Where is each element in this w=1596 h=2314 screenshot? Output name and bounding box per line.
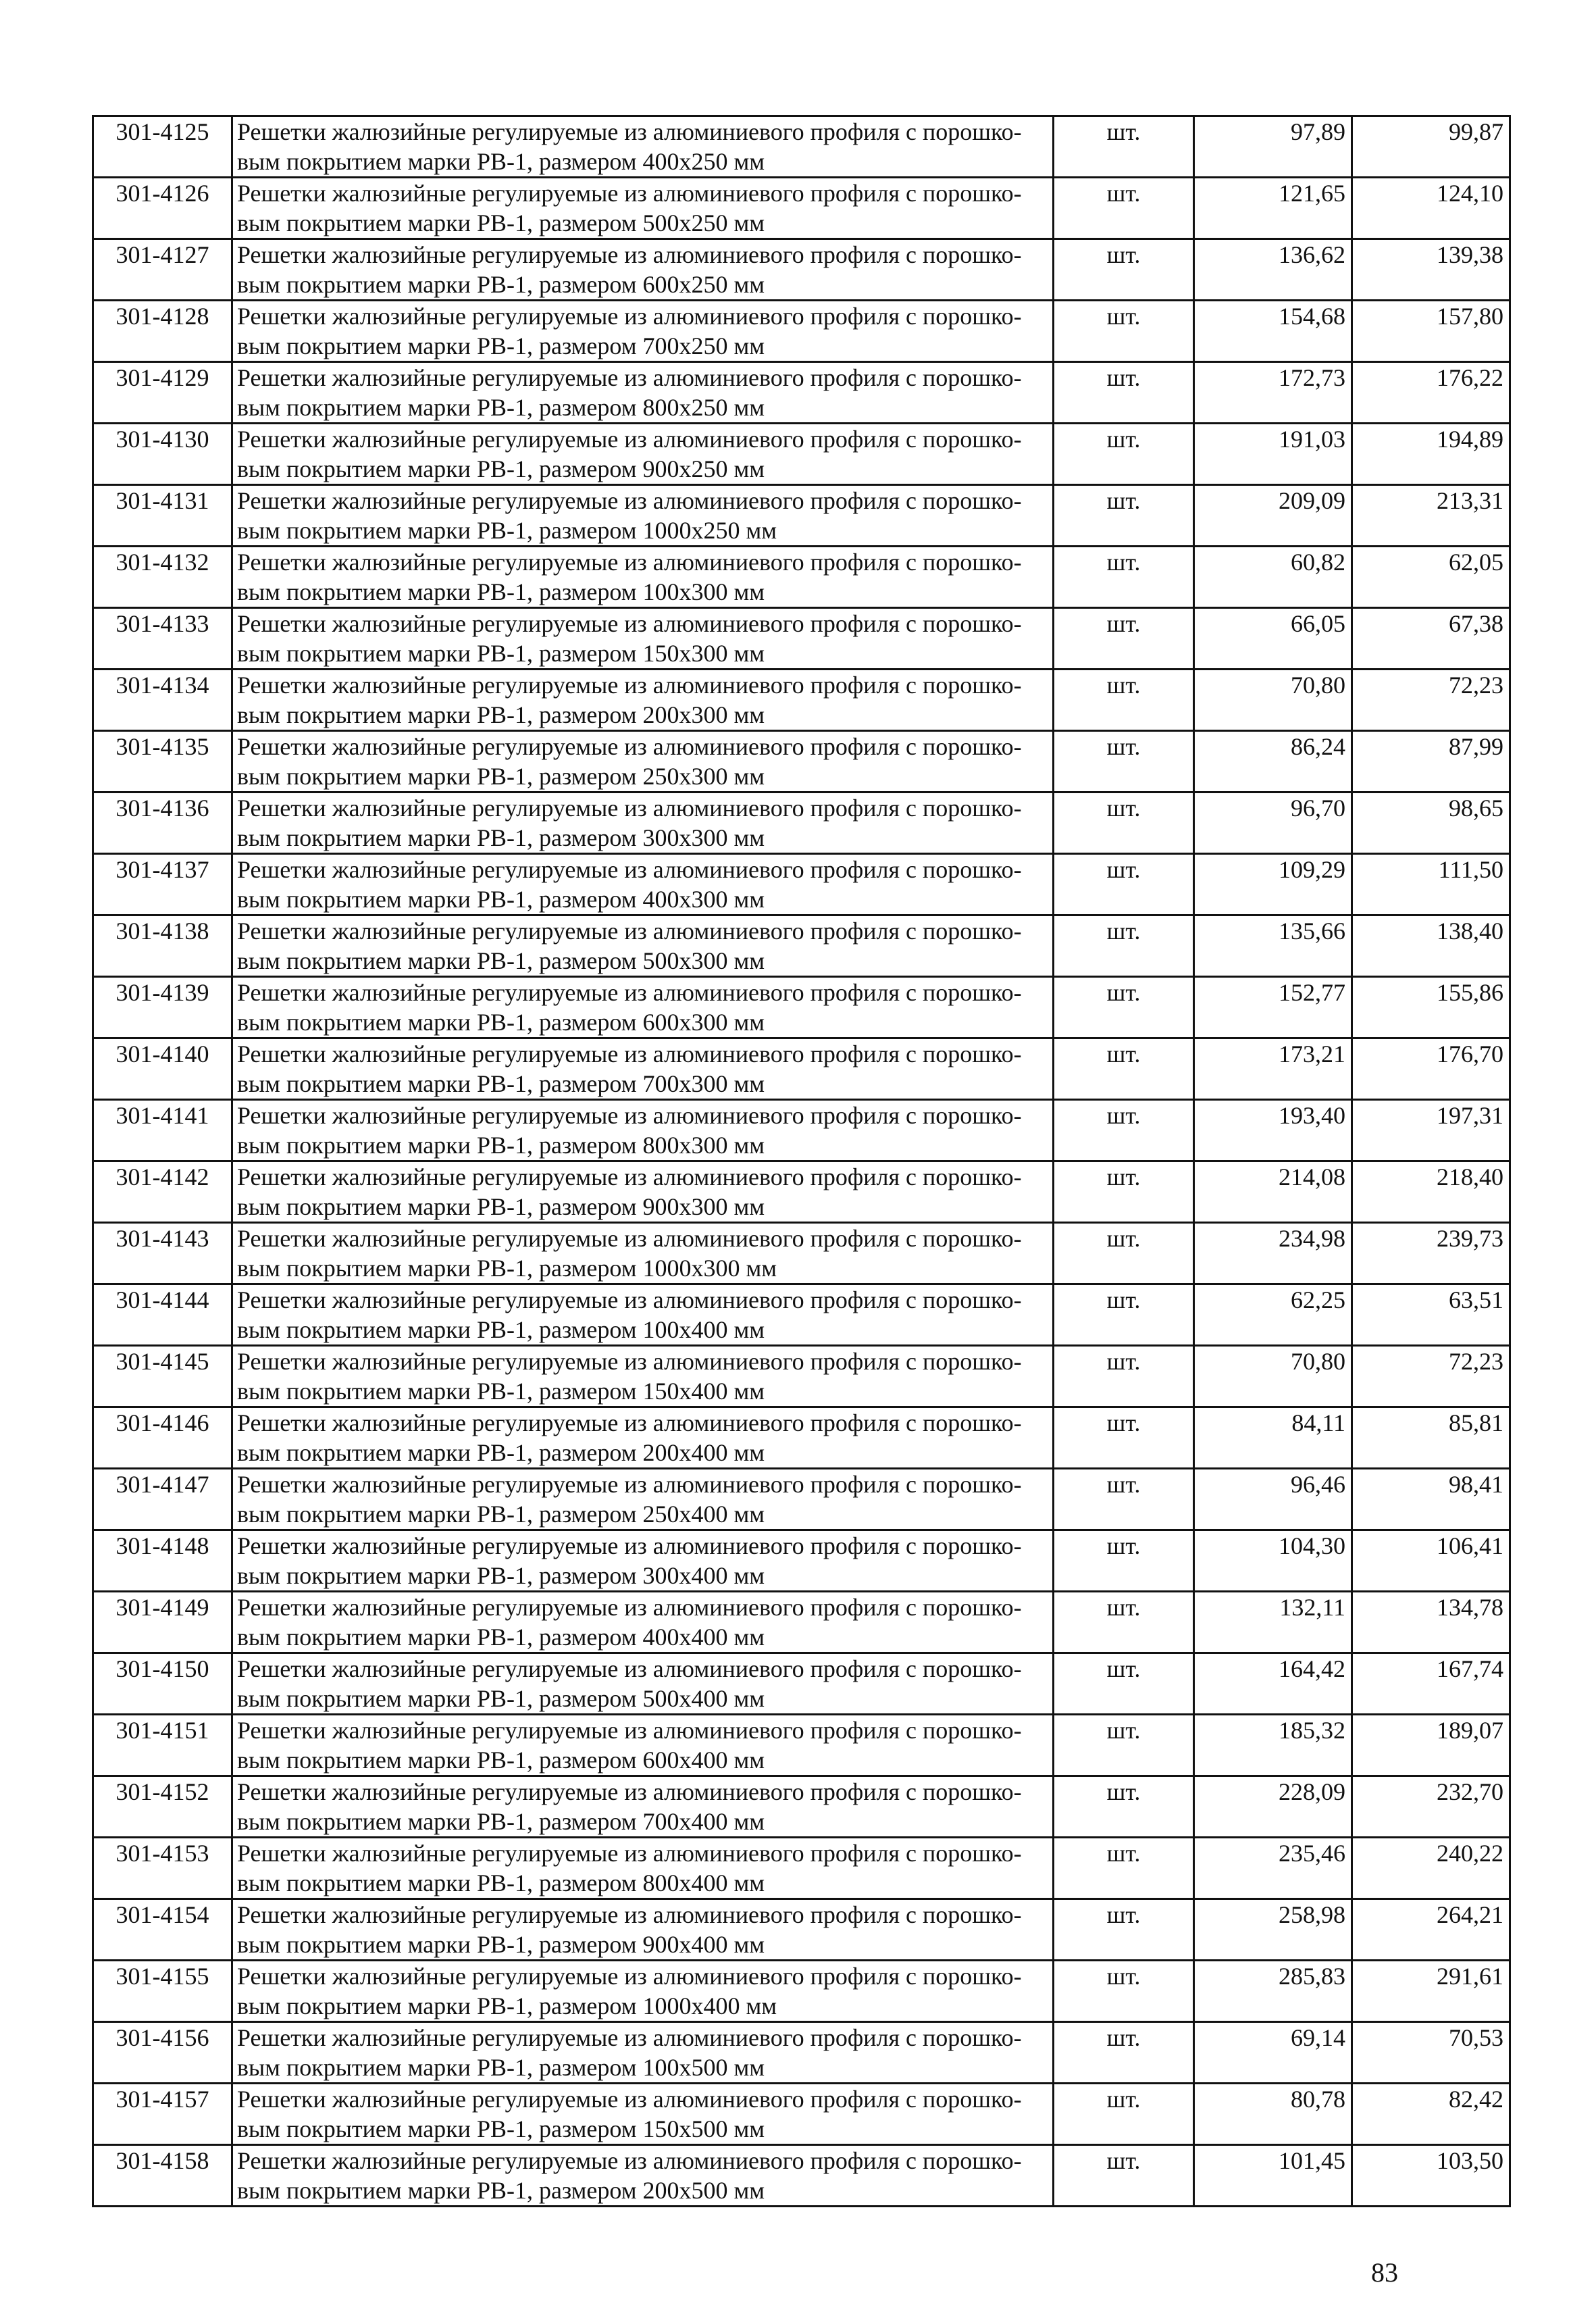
item-unit: шт. bbox=[1054, 1715, 1194, 1776]
description-line-2: вым покрытием марки РВ-1, размером 800x250 мм bbox=[237, 394, 765, 421]
price-2: 70,53 bbox=[1352, 2022, 1510, 2084]
description-line-2: вым покрытием марки РВ-1, размером 1000x300 мм bbox=[237, 1255, 777, 1282]
description-line-1: Решетки жалюзийные регулируемые из алюминиевого профиля с порошко- bbox=[237, 1471, 1022, 1498]
description-line-1: Решетки жалюзийные регулируемые из алюминиевого профиля с порошко- bbox=[237, 1655, 1022, 1682]
table-row bbox=[93, 1838, 1510, 1899]
price-1: 69,14 bbox=[1194, 2022, 1352, 2084]
page-number: 83 bbox=[1371, 2257, 1398, 2288]
price-1: 121,65 bbox=[1194, 178, 1352, 239]
item-unit: шт. bbox=[1054, 2084, 1194, 2145]
description-line-1: Решетки жалюзийные регулируемые из алюминиевого профиля с порошко- bbox=[237, 733, 1022, 760]
price-1: 258,98 bbox=[1194, 1899, 1352, 1961]
description-line-1: Решетки жалюзийные регулируемые из алюминиевого профиля с порошко- bbox=[237, 1594, 1022, 1621]
item-unit: шт. bbox=[1054, 854, 1194, 915]
price-2: 240,22 bbox=[1352, 1838, 1510, 1899]
description-line-2: вым покрытием марки РВ-1, размером 500x300 мм bbox=[237, 947, 765, 974]
table-row bbox=[93, 301, 1510, 362]
item-description bbox=[232, 1407, 1054, 1469]
table-row bbox=[93, 1899, 1510, 1961]
item-unit: шт. bbox=[1054, 793, 1194, 854]
price-1: 285,83 bbox=[1194, 1961, 1352, 2022]
table-row bbox=[93, 2084, 1510, 2145]
item-code: 301-4149 bbox=[93, 1592, 232, 1653]
price-2: 167,74 bbox=[1352, 1653, 1510, 1715]
description-line-2: вым покрытием марки РВ-1, размером 100x400 мм bbox=[237, 1316, 765, 1343]
item-unit: шт. bbox=[1054, 1346, 1194, 1407]
item-unit: шт. bbox=[1054, 1161, 1194, 1223]
description-line-2: вым покрытием марки РВ-1, размером 150x300 мм bbox=[237, 640, 765, 667]
description-line-2: вым покрытием марки РВ-1, размером 600x300 мм bbox=[237, 1009, 765, 1036]
table-row bbox=[93, 1715, 1510, 1776]
item-code: 301-4135 bbox=[93, 731, 232, 793]
description-line-2: вым покрытием марки РВ-1, размером 900x300 мм bbox=[237, 1193, 765, 1220]
price-2: 106,41 bbox=[1352, 1530, 1510, 1592]
table-row bbox=[93, 485, 1510, 547]
price-1: 70,80 bbox=[1194, 1346, 1352, 1407]
description-line-2: вым покрытием марки РВ-1, размером 700x250 мм bbox=[237, 332, 765, 359]
item-code: 301-4158 bbox=[93, 2145, 232, 2207]
description-line-1: Решетки жалюзийные регулируемые из алюминиевого профиля с порошко- bbox=[237, 1040, 1022, 1067]
description-line-1: Решетки жалюзийные регулируемые из алюминиевого профиля с порошко- bbox=[237, 1225, 1022, 1252]
item-description bbox=[232, 1469, 1054, 1530]
description-line-1: Решетки жалюзийные регулируемые из алюминиевого профиля с порошко- bbox=[237, 2086, 1022, 2113]
description-line-1: Решетки жалюзийные регулируемые из алюминиевого профиля с порошко- bbox=[237, 1717, 1022, 1744]
item-unit: шт. bbox=[1054, 1776, 1194, 1838]
price-1: 164,42 bbox=[1194, 1653, 1352, 1715]
price-2: 176,22 bbox=[1352, 362, 1510, 424]
table-row bbox=[93, 178, 1510, 239]
description-line-1: Решетки жалюзийные регулируемые из алюминиевого профиля с порошко- bbox=[237, 487, 1022, 514]
item-description bbox=[232, 1161, 1054, 1223]
table-row bbox=[93, 1100, 1510, 1161]
description-line-1: Решетки жалюзийные регулируемые из алюминиевого профиля с порошко- bbox=[237, 1532, 1022, 1559]
item-description bbox=[232, 2084, 1054, 2145]
description-line-1: Решетки жалюзийные регулируемые из алюминиевого профиля с порошко- bbox=[237, 672, 1022, 699]
item-unit: шт. bbox=[1054, 239, 1194, 301]
item-description bbox=[232, 1346, 1054, 1407]
description-line-1: Решетки жалюзийные регулируемые из алюминиевого профиля с порошко- bbox=[237, 979, 1022, 1006]
price-2: 213,31 bbox=[1352, 485, 1510, 547]
price-2: 134,78 bbox=[1352, 1592, 1510, 1653]
price-1: 66,05 bbox=[1194, 608, 1352, 670]
price-table bbox=[92, 115, 1511, 2207]
description-line-1: Решетки жалюзийные регулируемые из алюминиевого профиля с порошко- bbox=[237, 1163, 1022, 1190]
item-unit: шт. bbox=[1054, 1838, 1194, 1899]
table-row bbox=[93, 424, 1510, 485]
item-description bbox=[232, 1038, 1054, 1100]
price-1: 104,30 bbox=[1194, 1530, 1352, 1592]
price-2: 264,21 bbox=[1352, 1899, 1510, 1961]
price-2: 98,41 bbox=[1352, 1469, 1510, 1530]
item-unit: шт. bbox=[1054, 915, 1194, 977]
description-line-2: вым покрытием марки РВ-1, размером 200x300 мм bbox=[237, 701, 765, 728]
description-line-1: Решетки жалюзийные регулируемые из алюминиевого профиля с порошко- bbox=[237, 1102, 1022, 1129]
table-row bbox=[93, 362, 1510, 424]
item-description bbox=[232, 362, 1054, 424]
price-2: 239,73 bbox=[1352, 1223, 1510, 1284]
table-row bbox=[93, 547, 1510, 608]
description-line-2: вым покрытием марки РВ-1, размером 400x300 мм bbox=[237, 886, 765, 913]
item-code: 301-4125 bbox=[93, 116, 232, 178]
item-description bbox=[232, 178, 1054, 239]
item-code: 301-4157 bbox=[93, 2084, 232, 2145]
description-line-1: Решетки жалюзийные регулируемые из алюминиевого профиля с порошко- bbox=[237, 1901, 1022, 1928]
description-line-2: вым покрытием марки РВ-1, размером 300x300 мм bbox=[237, 824, 765, 851]
price-1: 80,78 bbox=[1194, 2084, 1352, 2145]
price-1: 234,98 bbox=[1194, 1223, 1352, 1284]
item-unit: шт. bbox=[1054, 1530, 1194, 1592]
price-1: 228,09 bbox=[1194, 1776, 1352, 1838]
price-1: 62,25 bbox=[1194, 1284, 1352, 1346]
description-line-1: Решетки жалюзийные регулируемые из алюминиевого профиля с порошко- bbox=[237, 241, 1022, 268]
item-unit: шт. bbox=[1054, 1961, 1194, 2022]
description-line-2: вым покрытием марки РВ-1, размером 150x400 мм bbox=[237, 1378, 765, 1405]
price-2: 157,80 bbox=[1352, 301, 1510, 362]
description-line-2: вым покрытием марки РВ-1, размером 100x300 мм bbox=[237, 578, 765, 605]
description-line-1: Решетки жалюзийные регулируемые из алюминиевого профиля с порошко- bbox=[237, 795, 1022, 822]
price-1: 214,08 bbox=[1194, 1161, 1352, 1223]
table-body bbox=[93, 116, 1510, 2207]
item-code: 301-4137 bbox=[93, 854, 232, 915]
description-line-2: вым покрытием марки РВ-1, размером 150x500 мм bbox=[237, 2115, 765, 2142]
table-row bbox=[93, 915, 1510, 977]
price-1: 193,40 bbox=[1194, 1100, 1352, 1161]
item-unit: шт. bbox=[1054, 1223, 1194, 1284]
description-line-1: Решетки жалюзийные регулируемые из алюминиевого профиля с порошко- bbox=[237, 303, 1022, 330]
description-line-1: Решетки жалюзийные регулируемые из алюминиевого профиля с порошко- bbox=[237, 2024, 1022, 2051]
item-description bbox=[232, 424, 1054, 485]
price-1: 86,24 bbox=[1194, 731, 1352, 793]
item-code: 301-4143 bbox=[93, 1223, 232, 1284]
price-2: 124,10 bbox=[1352, 178, 1510, 239]
price-1: 173,21 bbox=[1194, 1038, 1352, 1100]
item-description bbox=[232, 1838, 1054, 1899]
item-description bbox=[232, 915, 1054, 977]
item-description bbox=[232, 547, 1054, 608]
item-code: 301-4133 bbox=[93, 608, 232, 670]
table-row bbox=[93, 1161, 1510, 1223]
item-unit: шт. bbox=[1054, 424, 1194, 485]
table-row bbox=[93, 731, 1510, 793]
item-code: 301-4130 bbox=[93, 424, 232, 485]
description-line-1: Решетки жалюзийные регулируемые из алюминиевого профиля с порошко- bbox=[237, 1778, 1022, 1805]
price-2: 62,05 bbox=[1352, 547, 1510, 608]
table-row bbox=[93, 1284, 1510, 1346]
price-2: 138,40 bbox=[1352, 915, 1510, 977]
description-line-1: Решетки жалюзийные регулируемые из алюминиевого профиля с порошко- bbox=[237, 856, 1022, 883]
description-line-2: вым покрытием марки РВ-1, размером 700x400 мм bbox=[237, 1808, 765, 1835]
description-line-1: Решетки жалюзийные регулируемые из алюминиевого профиля с порошко- bbox=[237, 426, 1022, 453]
table-row bbox=[93, 116, 1510, 178]
price-1: 209,09 bbox=[1194, 485, 1352, 547]
price-1: 136,62 bbox=[1194, 239, 1352, 301]
item-code: 301-4142 bbox=[93, 1161, 232, 1223]
table-row bbox=[93, 1038, 1510, 1100]
description-line-1: Решетки жалюзийные регулируемые из алюминиевого профиля с порошко- bbox=[237, 1840, 1022, 1867]
table-row bbox=[93, 2145, 1510, 2207]
item-unit: шт. bbox=[1054, 178, 1194, 239]
description-line-2: вым покрытием марки РВ-1, размером 400x250 мм bbox=[237, 148, 765, 175]
table-row bbox=[93, 1592, 1510, 1653]
table-row bbox=[93, 1776, 1510, 1838]
item-unit: шт. bbox=[1054, 1899, 1194, 1961]
description-line-2: вым покрытием марки РВ-1, размером 600x250 мм bbox=[237, 271, 765, 298]
description-line-1: Решетки жалюзийные регулируемые из алюминиевого профиля с порошко- bbox=[237, 549, 1022, 576]
price-1: 84,11 bbox=[1194, 1407, 1352, 1469]
item-code: 301-4136 bbox=[93, 793, 232, 854]
item-unit: шт. bbox=[1054, 116, 1194, 178]
item-description bbox=[232, 1530, 1054, 1592]
item-code: 301-4127 bbox=[93, 239, 232, 301]
description-line-2: вым покрытием марки РВ-1, размером 1000x250 мм bbox=[237, 517, 777, 544]
item-unit: шт. bbox=[1054, 1407, 1194, 1469]
description-line-2: вым покрытием марки РВ-1, размером 200x400 мм bbox=[237, 1439, 765, 1466]
description-line-2: вым покрытием марки РВ-1, размером 1000x400 мм bbox=[237, 1992, 777, 2019]
description-line-2: вым покрытием марки РВ-1, размером 900x250 мм bbox=[237, 455, 765, 482]
price-2: 189,07 bbox=[1352, 1715, 1510, 1776]
description-line-2: вым покрытием марки РВ-1, размером 250x300 мм bbox=[237, 763, 765, 790]
description-line-2: вым покрытием марки РВ-1, размером 500x250 мм bbox=[237, 209, 765, 236]
item-code: 301-4129 bbox=[93, 362, 232, 424]
item-description bbox=[232, 670, 1054, 731]
item-unit: шт. bbox=[1054, 1592, 1194, 1653]
item-unit: шт. bbox=[1054, 1284, 1194, 1346]
item-code: 301-4146 bbox=[93, 1407, 232, 1469]
price-1: 96,70 bbox=[1194, 793, 1352, 854]
table-row bbox=[93, 793, 1510, 854]
description-line-1: Решетки жалюзийные регулируемые из алюминиевого профиля с порошко- bbox=[237, 180, 1022, 207]
description-line-2: вым покрытием марки РВ-1, размером 100x500 мм bbox=[237, 2054, 765, 2081]
item-unit: шт. bbox=[1054, 670, 1194, 731]
item-description bbox=[232, 2022, 1054, 2084]
price-2: 99,87 bbox=[1352, 116, 1510, 178]
price-1: 172,73 bbox=[1194, 362, 1352, 424]
item-description bbox=[232, 1899, 1054, 1961]
item-description bbox=[232, 1961, 1054, 2022]
item-unit: шт. bbox=[1054, 547, 1194, 608]
price-2: 63,51 bbox=[1352, 1284, 1510, 1346]
item-description bbox=[232, 485, 1054, 547]
item-description bbox=[232, 116, 1054, 178]
description-line-1: Решетки жалюзийные регулируемые из алюминиевого профиля с порошко- bbox=[237, 610, 1022, 637]
price-2: 98,65 bbox=[1352, 793, 1510, 854]
item-code: 301-4140 bbox=[93, 1038, 232, 1100]
table-row bbox=[93, 854, 1510, 915]
price-2: 67,38 bbox=[1352, 608, 1510, 670]
table-row bbox=[93, 1469, 1510, 1530]
table-row bbox=[93, 608, 1510, 670]
description-line-1: Решетки жалюзийные регулируемые из алюминиевого профиля с порошко- bbox=[237, 1348, 1022, 1375]
price-1: 70,80 bbox=[1194, 670, 1352, 731]
item-code: 301-4150 bbox=[93, 1653, 232, 1715]
price-1: 132,11 bbox=[1194, 1592, 1352, 1653]
item-code: 301-4128 bbox=[93, 301, 232, 362]
table-row bbox=[93, 239, 1510, 301]
item-code: 301-4144 bbox=[93, 1284, 232, 1346]
price-1: 235,46 bbox=[1194, 1838, 1352, 1899]
item-description bbox=[232, 1776, 1054, 1838]
item-code: 301-4147 bbox=[93, 1469, 232, 1530]
item-unit: шт. bbox=[1054, 731, 1194, 793]
item-code: 301-4139 bbox=[93, 977, 232, 1038]
item-code: 301-4154 bbox=[93, 1899, 232, 1961]
item-unit: шт. bbox=[1054, 1653, 1194, 1715]
item-code: 301-4132 bbox=[93, 547, 232, 608]
item-description bbox=[232, 239, 1054, 301]
item-unit: шт. bbox=[1054, 1100, 1194, 1161]
price-2: 291,61 bbox=[1352, 1961, 1510, 2022]
item-code: 301-4151 bbox=[93, 1715, 232, 1776]
item-unit: шт. bbox=[1054, 977, 1194, 1038]
description-line-2: вым покрытием марки РВ-1, размером 200x500 мм bbox=[237, 2177, 765, 2204]
price-1: 191,03 bbox=[1194, 424, 1352, 485]
item-code: 301-4152 bbox=[93, 1776, 232, 1838]
item-unit: шт. bbox=[1054, 362, 1194, 424]
description-line-1: Решетки жалюзийные регулируемые из алюминиевого профиля с порошко- bbox=[237, 917, 1022, 945]
table-row bbox=[93, 977, 1510, 1038]
item-code: 301-4138 bbox=[93, 915, 232, 977]
item-code: 301-4153 bbox=[93, 1838, 232, 1899]
price-1: 97,89 bbox=[1194, 116, 1352, 178]
price-2: 176,70 bbox=[1352, 1038, 1510, 1100]
price-2: 232,70 bbox=[1352, 1776, 1510, 1838]
item-code: 301-4148 bbox=[93, 1530, 232, 1592]
description-line-2: вым покрытием марки РВ-1, размером 500x400 мм bbox=[237, 1685, 765, 1712]
price-1: 60,82 bbox=[1194, 547, 1352, 608]
table-row bbox=[93, 1407, 1510, 1469]
item-code: 301-4141 bbox=[93, 1100, 232, 1161]
price-2: 155,86 bbox=[1352, 977, 1510, 1038]
description-line-2: вым покрытием марки РВ-1, размером 800x400 мм bbox=[237, 1869, 765, 1896]
item-code: 301-4145 bbox=[93, 1346, 232, 1407]
price-1: 152,77 bbox=[1194, 977, 1352, 1038]
item-unit: шт. bbox=[1054, 2022, 1194, 2084]
table-row bbox=[93, 1961, 1510, 2022]
description-line-1: Решетки жалюзийные регулируемые из алюминиевого профиля с порошко- bbox=[237, 1409, 1022, 1436]
item-description bbox=[232, 793, 1054, 854]
item-code: 301-4155 bbox=[93, 1961, 232, 2022]
item-description bbox=[232, 2145, 1054, 2207]
item-code: 301-4156 bbox=[93, 2022, 232, 2084]
price-2: 72,23 bbox=[1352, 670, 1510, 731]
item-unit: шт. bbox=[1054, 1038, 1194, 1100]
price-2: 194,89 bbox=[1352, 424, 1510, 485]
item-description bbox=[232, 1592, 1054, 1653]
price-2: 197,31 bbox=[1352, 1100, 1510, 1161]
price-2: 111,50 bbox=[1352, 854, 1510, 915]
item-unit: шт. bbox=[1054, 608, 1194, 670]
description-line-2: вым покрытием марки РВ-1, размером 600x400 мм bbox=[237, 1746, 765, 1774]
item-code: 301-4126 bbox=[93, 178, 232, 239]
table-row bbox=[93, 670, 1510, 731]
price-1: 185,32 bbox=[1194, 1715, 1352, 1776]
price-2: 218,40 bbox=[1352, 1161, 1510, 1223]
item-code: 301-4131 bbox=[93, 485, 232, 547]
item-unit: шт. bbox=[1054, 301, 1194, 362]
description-line-2: вым покрытием марки РВ-1, размером 700x300 мм bbox=[237, 1070, 765, 1097]
price-1: 135,66 bbox=[1194, 915, 1352, 977]
description-line-1: Решетки жалюзийные регулируемые из алюминиевого профиля с порошко- bbox=[237, 1963, 1022, 1990]
item-description bbox=[232, 1653, 1054, 1715]
price-2: 87,99 bbox=[1352, 731, 1510, 793]
price-1: 96,46 bbox=[1194, 1469, 1352, 1530]
description-line-1: Решетки жалюзийные регулируемые из алюминиевого профиля с порошко- bbox=[237, 2147, 1022, 2174]
item-description bbox=[232, 731, 1054, 793]
table-row bbox=[93, 1653, 1510, 1715]
table-row bbox=[93, 1346, 1510, 1407]
table-row bbox=[93, 1223, 1510, 1284]
item-unit: шт. bbox=[1054, 485, 1194, 547]
description-line-2: вым покрытием марки РВ-1, размером 250x400 мм bbox=[237, 1501, 765, 1528]
price-1: 109,29 bbox=[1194, 854, 1352, 915]
item-description bbox=[232, 854, 1054, 915]
price-1: 154,68 bbox=[1194, 301, 1352, 362]
price-2: 82,42 bbox=[1352, 2084, 1510, 2145]
price-1: 101,45 bbox=[1194, 2145, 1352, 2207]
description-line-1: Решетки жалюзийные регулируемые из алюминиевого профиля с порошко- bbox=[237, 364, 1022, 391]
price-2: 103,50 bbox=[1352, 2145, 1510, 2207]
item-description bbox=[232, 1284, 1054, 1346]
price-2: 85,81 bbox=[1352, 1407, 1510, 1469]
item-description bbox=[232, 608, 1054, 670]
item-description bbox=[232, 977, 1054, 1038]
description-line-2: вым покрытием марки РВ-1, размером 400x400 мм bbox=[237, 1624, 765, 1651]
description-line-2: вым покрытием марки РВ-1, размером 900x400 мм bbox=[237, 1931, 765, 1958]
item-description bbox=[232, 301, 1054, 362]
item-code: 301-4134 bbox=[93, 670, 232, 731]
table-row bbox=[93, 1530, 1510, 1592]
description-line-1: Решетки жалюзийные регулируемые из алюминиевого профиля с порошко- bbox=[237, 1286, 1022, 1313]
description-line-2: вым покрытием марки РВ-1, размером 800x300 мм bbox=[237, 1132, 765, 1159]
description-line-1: Решетки жалюзийные регулируемые из алюминиевого профиля с порошко- bbox=[237, 118, 1022, 145]
item-description bbox=[232, 1223, 1054, 1284]
price-2: 72,23 bbox=[1352, 1346, 1510, 1407]
item-unit: шт. bbox=[1054, 1469, 1194, 1530]
description-line-2: вым покрытием марки РВ-1, размером 300x400 мм bbox=[237, 1562, 765, 1589]
item-unit: шт. bbox=[1054, 2145, 1194, 2207]
table-row bbox=[93, 2022, 1510, 2084]
price-2: 139,38 bbox=[1352, 239, 1510, 301]
item-description bbox=[232, 1715, 1054, 1776]
item-description bbox=[232, 1100, 1054, 1161]
